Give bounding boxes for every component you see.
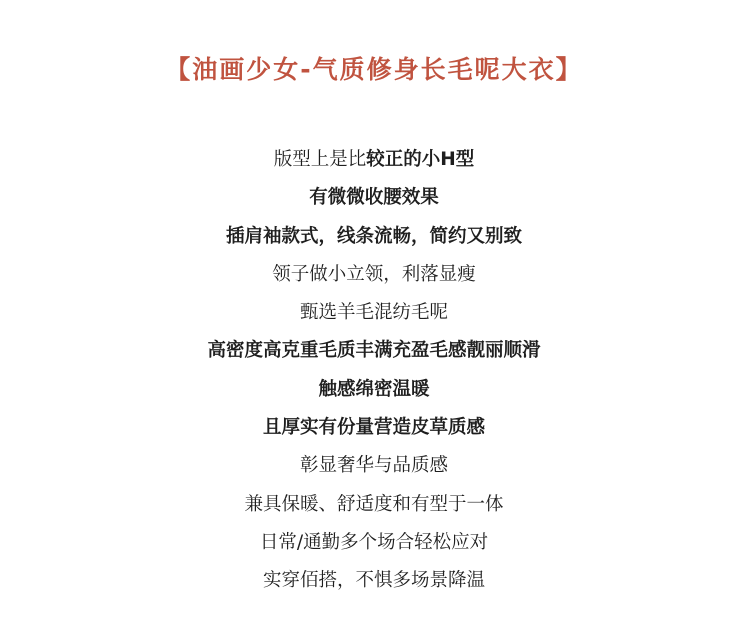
feature-line-text: 兼具保暖、舒适度和有型于一体 — [244, 493, 504, 515]
feature-line-3 — [0, 218, 748, 256]
feature-line-text: 高密度高克重毛质丰满充盈毛感靓丽顺滑 — [207, 340, 541, 362]
feature-line-8 — [0, 409, 748, 447]
feature-line-bold-text: 较正的小H型 — [366, 149, 475, 170]
feature-line-text: 触感绵密温暖 — [318, 378, 430, 400]
feature-line-text: 实穿佰搭，不惧多场景降温 — [262, 570, 485, 592]
feature-line-text: 领子做小立领，利落显瘦 — [272, 263, 476, 285]
feature-line-text: 有微微收腰效果 — [309, 187, 439, 209]
feature-line-text: 且厚实有份量营造皮草质感 — [262, 417, 485, 439]
feature-line-4 — [0, 256, 748, 294]
feature-line-text: 版型上是比 — [273, 149, 367, 170]
feature-line-6 — [0, 332, 748, 370]
feature-line-9 — [0, 447, 748, 485]
feature-line-text: 插肩袖款式，线条流畅，简约又别致 — [225, 225, 522, 247]
feature-line-1 — [0, 141, 748, 179]
feature-line-12 — [0, 562, 748, 600]
feature-line-10 — [0, 486, 748, 524]
feature-list — [0, 141, 748, 601]
feature-line-text: 日常/通勤多个场合轻松应对 — [259, 531, 489, 553]
feature-line-2 — [0, 179, 748, 217]
feature-line-text: 甄选羊毛混纺毛呢 — [299, 302, 448, 324]
feature-line-text: 彰显奢华与品质感 — [299, 455, 448, 477]
feature-line-7 — [0, 371, 748, 409]
page-title: 【油画少女-气质修身长毛呢大衣】 — [165, 55, 583, 84]
feature-line-11 — [0, 524, 748, 562]
feature-line-5 — [0, 294, 748, 332]
